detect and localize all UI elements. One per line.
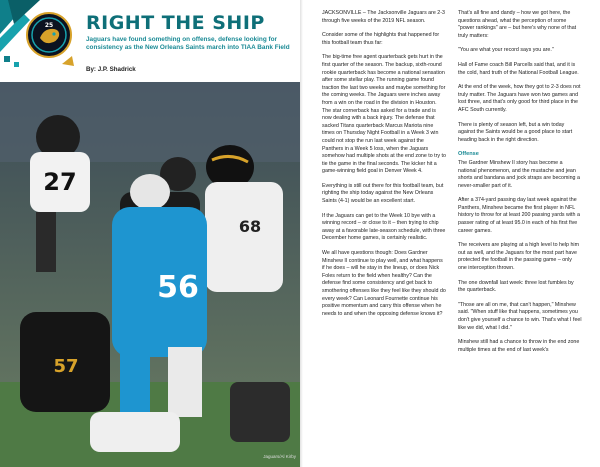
paragraph: We all have questions though: Does Gardner Minshew II continue to play well, and what happens if he does – will he stay in the lineup, or does Nick Foles return to the field when healthy? Can the defense find some consistency and get back to smothering offenses like they feel like they should do every week? Can Leonard Fournette continue his positive momentum and carry this offense when he needs to and when the opposing defense knows it? — [322, 250, 446, 317]
paragraph: The one downfall last week: three lost fumbles by the quarterback. — [458, 279, 574, 294]
game-action-photo — [0, 82, 300, 467]
paragraph: If the Jaguars can get to the Week 10 bye with a winning record – or close to it – then trying to chip away at a favorable late-season schedule, with three December home games, is certainly realistic. — [322, 212, 446, 242]
text-column-1 — [322, 10, 446, 325]
right-page — [300, 0, 600, 467]
jersey-number-blue: 56 — [157, 270, 199, 305]
jersey-number-left: 27 — [43, 168, 77, 196]
logo-number: 25 — [44, 22, 54, 29]
anniversary-logo-icon — [26, 12, 72, 58]
paragraph: "Those are all on me, that can't happen," Minshew said. "When stuff like that happens, sometimes you don't give yourself a chance to win. That's what I feel like we did, what I did." — [458, 301, 582, 331]
paragraph: There is plenty of season left, but a win today against the Saints would be a good place to start heading back in the right direction. — [458, 121, 573, 143]
article-header — [0, 0, 300, 82]
paragraph: "You are what your record says you are." — [458, 47, 554, 54]
byline: By: J.P. Shadrick — [86, 66, 136, 73]
paragraph: That's all fine and dandy – how we got here, the questions ahead, what the perception of some "power rankings" are – but here's why none of that truly matters: — [458, 10, 577, 39]
section-heading-offense: Offense — [458, 151, 479, 158]
paragraph: The receivers are playing at a high level to help him out as well, and the Jaguars for the most part have protected the football in the passing game – only one interception thrown. — [458, 242, 580, 272]
paragraph: Consider some of the highlights that happened for this football team thus far: — [322, 32, 440, 46]
photo-credit: Jaguars/Al Kirby — [263, 454, 296, 459]
paragraph: At the end of the week, how they got to 2-3 does not truly matter. The Jaguars have won two games and lost three, and that's only good for third place in the AFC South currently. — [458, 84, 581, 113]
jersey-number-back: 57 — [53, 356, 79, 377]
paragraph: Minshew still had a chance to throw in the end zone multiple times at the end of last week's — [458, 339, 580, 353]
paragraph: The big-time free agent quarterback gets hurt in the first quarter of the season. The backup, sixth-round rookie quarterback has become a national sensation after some stellar play. The running game found traction the last two weeks and maybe something for the coming weeks. The Jaguars were inches away from a win on the road in the division in Houston. The star cornerback has asked for a trade and is now dealing with a back injury. The defense that sacked Titans quarterback Marcus Mariota nine times on Thursday Night Football in a Week 3 win could not stop the run last week against the Panthers in a Week 5 loss, when the Jaguars somehow had multiple shots at the end zone to try to tie the game in the final seconds. The kicker hit a game-winning field goal in Denver Week 4. — [322, 54, 446, 175]
paragraph: JACKSONVILLE – The Jacksonville Jaguars are 2-3 through five weeks of the 2019 NFL season. — [322, 10, 445, 24]
paragraph: Everything is still out there for this football team, but righting the ship today against the New Orleans Saints (4-1) would be an excellent start. — [322, 182, 444, 205]
page-gutter — [300, 0, 303, 467]
paragraph: The Gardner Minshew II story has become a national phenomenon, and the mustache and jean shorts and bandana and jock straps are becoming a never-smaller part of it. — [458, 159, 580, 189]
paragraph: Hall of Fame coach Bill Parcells said that, and it is the cold, hard truth of the National Football League. — [458, 61, 579, 76]
text-column-2 — [458, 10, 582, 361]
jersey-number-right: 68 — [238, 217, 262, 236]
article-title: RIGHT THE SHIP — [86, 12, 265, 34]
article-subtitle: Jaguars have found something on offense, defense looking for consistency as the New Orleans Saints march into TIAA Bank Field — [86, 36, 290, 51]
paragraph: After a 374-yard passing day last week against the Panthers, Minshew became the first player in NFL history to throw for at least 200 passing yards with a passer rating of at least 95.0 in each of his first five career games. — [458, 197, 580, 234]
